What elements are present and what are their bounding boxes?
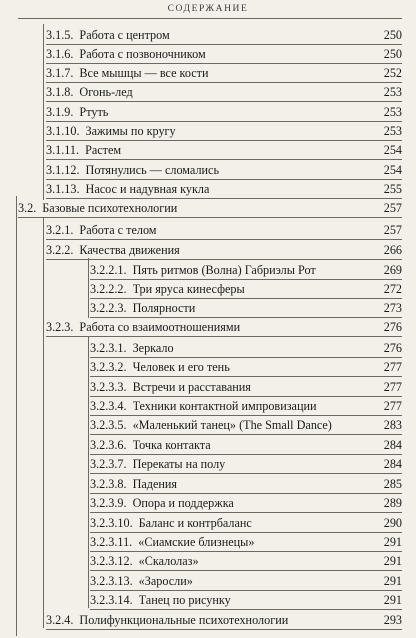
toc-entry-title: «Маленький танец» (The Small Dance) bbox=[132, 418, 332, 432]
entry-underline bbox=[46, 44, 402, 45]
toc-entry-title: Встречи и расставания bbox=[132, 380, 251, 394]
toc-entry[interactable] bbox=[46, 320, 402, 334]
toc-entry-title: Работа с позвоночником bbox=[79, 47, 206, 61]
toc-entry-page: 250 bbox=[383, 47, 402, 61]
entry-underline bbox=[90, 473, 402, 474]
toc-entry-page: 289 bbox=[383, 496, 402, 510]
toc-entry-number: 3.2.3.3. bbox=[90, 380, 127, 394]
toc-entry-title: Три яруса кинесферы bbox=[132, 282, 245, 296]
toc-entry-title: Работа с телом bbox=[79, 223, 157, 237]
toc-entry-title: «Скалолаз» bbox=[138, 554, 199, 568]
toc-entry-number: 3.1.9. bbox=[46, 105, 74, 119]
toc-entry-number: 3.2.3.8. bbox=[90, 477, 127, 491]
toc-entry-title: Человек и его тень bbox=[132, 360, 230, 374]
toc-entry-number: 3.1.12. bbox=[46, 163, 80, 177]
toc-entry-page: 254 bbox=[383, 163, 402, 177]
toc-entry[interactable] bbox=[90, 380, 402, 394]
toc-entry[interactable] bbox=[90, 399, 402, 413]
running-header: СОДЕРЖАНИЕ bbox=[167, 4, 249, 14]
toc-entry-page: 253 bbox=[383, 124, 402, 138]
toc-entry-page: 291 bbox=[383, 574, 402, 588]
toc-entry-number: 3.2.3.14. bbox=[90, 593, 133, 607]
toc-entry-title: Все мышцы — все кости bbox=[79, 66, 209, 80]
toc-entry-number: 3.2.3.2. bbox=[90, 360, 127, 374]
entry-underline bbox=[46, 336, 402, 337]
entry-underline bbox=[46, 179, 402, 180]
toc-entry-page: 291 bbox=[383, 535, 402, 549]
toc-entry-number: 3.2.1. bbox=[46, 223, 74, 237]
toc-entry-page: 284 bbox=[383, 438, 402, 452]
toc-entry[interactable] bbox=[46, 163, 402, 177]
toc-entry[interactable] bbox=[90, 418, 402, 432]
toc-entry-page: 291 bbox=[383, 593, 402, 607]
toc-entry-title: Танец по рисунку bbox=[138, 593, 231, 607]
toc-entry-title: Пять ритмов (Волна) Габриэлы Рот bbox=[132, 263, 316, 277]
toc-entry-page: 291 bbox=[383, 554, 402, 568]
toc-entry-number: 3.1.8. bbox=[46, 85, 74, 99]
toc-entry-title: Полярности bbox=[132, 301, 196, 315]
toc-entry-title: «Сиамские близнецы» bbox=[138, 535, 255, 549]
entry-underline bbox=[90, 298, 402, 299]
toc-entry-title: Потянулись — сломались bbox=[85, 163, 220, 177]
entry-underline bbox=[90, 376, 402, 377]
entry-underline bbox=[90, 590, 402, 591]
toc-entry-number: 3.2.3.5. bbox=[90, 418, 127, 432]
toc-entry[interactable] bbox=[90, 282, 402, 296]
toc-entry-title: Растем bbox=[85, 143, 122, 157]
toc-entry-number: 3.1.10. bbox=[46, 124, 80, 138]
toc-entry-page: 272 bbox=[383, 282, 402, 296]
entry-underline bbox=[46, 140, 402, 141]
entry-underline bbox=[46, 198, 402, 199]
entry-underline bbox=[90, 493, 402, 494]
toc-entry-number: 3.2.3.7. bbox=[90, 457, 127, 471]
indent-rule bbox=[43, 24, 44, 200]
toc-entry[interactable] bbox=[46, 105, 402, 119]
entry-underline bbox=[90, 454, 402, 455]
entry-underline bbox=[90, 434, 402, 435]
toc-entry-page: 293 bbox=[383, 613, 402, 627]
toc-entry-number: 3.2.3. bbox=[46, 320, 74, 334]
toc-entry-title: Насос и надувная кукла bbox=[85, 182, 210, 196]
toc-entry-number: 3.2.3.13. bbox=[90, 574, 133, 588]
entry-underline bbox=[46, 259, 402, 260]
entry-underline bbox=[90, 415, 402, 416]
toc-entry-page: 250 bbox=[383, 28, 402, 42]
toc-entry-number: 3.1.6. bbox=[46, 47, 74, 61]
toc-entry-number: 3.2.3.4. bbox=[90, 399, 127, 413]
toc-entry[interactable] bbox=[46, 124, 402, 138]
entry-underline bbox=[90, 532, 402, 533]
toc-entry[interactable] bbox=[90, 301, 402, 315]
toc-entry-page: 253 bbox=[383, 105, 402, 119]
entry-underline bbox=[90, 570, 402, 571]
toc-entry-title: Техники контактной импровизации bbox=[132, 399, 317, 413]
toc-entry[interactable] bbox=[46, 143, 402, 157]
toc-entry-number: 3.2.3.6. bbox=[90, 438, 127, 452]
entry-underline bbox=[18, 217, 402, 218]
toc-entry-page: 290 bbox=[383, 516, 402, 530]
toc-entry[interactable] bbox=[90, 535, 402, 549]
toc-entry-title: Опора и поддержка bbox=[132, 496, 234, 510]
toc-entry-number: 3.2.2. bbox=[46, 243, 74, 257]
toc-entry-page: 277 bbox=[383, 380, 402, 394]
toc-entry-page: 253 bbox=[383, 85, 402, 99]
entry-underline bbox=[46, 63, 402, 64]
entry-underline bbox=[90, 512, 402, 513]
toc-entry-page: 284 bbox=[383, 457, 402, 471]
toc-entry-page: 276 bbox=[383, 341, 402, 355]
toc-entry[interactable] bbox=[90, 457, 402, 471]
toc-entry-number: 3.2.2.3. bbox=[90, 301, 127, 315]
toc-entry-page: 276 bbox=[383, 320, 402, 334]
toc-entry[interactable] bbox=[90, 574, 402, 588]
toc-entry[interactable] bbox=[46, 85, 402, 99]
toc-entry-page: 257 bbox=[383, 201, 402, 215]
toc-entry-page: 269 bbox=[383, 263, 402, 277]
toc-entry[interactable] bbox=[46, 223, 402, 237]
toc-entry-title: Перекаты на полу bbox=[132, 457, 226, 471]
toc-entry-page: 283 bbox=[383, 418, 402, 432]
toc-entry-number: 3.1.13. bbox=[46, 182, 80, 196]
toc-entry-title: Баланс и контрбаланс bbox=[138, 516, 252, 530]
toc-entry-title: Падения bbox=[132, 477, 178, 491]
entry-underline bbox=[90, 396, 402, 397]
indent-rule bbox=[88, 258, 89, 318]
entry-underline bbox=[46, 159, 402, 160]
toc-entry-number: 3.1.7. bbox=[46, 66, 74, 80]
toc-entry-page: 252 bbox=[383, 66, 402, 80]
toc-entry[interactable] bbox=[46, 28, 402, 42]
toc-entry[interactable] bbox=[46, 613, 402, 627]
toc-entry-number: 3.1.11. bbox=[46, 143, 80, 157]
toc-entry-number: 3.2. bbox=[18, 201, 37, 215]
toc-entry-page: 266 bbox=[383, 243, 402, 257]
indent-rule bbox=[88, 336, 89, 608]
toc-entry-number: 3.1.5. bbox=[46, 28, 74, 42]
entry-underline bbox=[46, 121, 402, 122]
toc-entry-page: 273 bbox=[383, 301, 402, 315]
toc-entry[interactable] bbox=[18, 201, 402, 215]
toc-entry[interactable] bbox=[90, 438, 402, 452]
toc-entry-page: 257 bbox=[383, 223, 402, 237]
toc-entry-number: 3.2.3.9. bbox=[90, 496, 127, 510]
toc-entry-title: Ртуть bbox=[79, 105, 109, 119]
toc-entry-title: Качества движения bbox=[79, 243, 180, 257]
toc-entry-title: Полифункциональные психотехнологии bbox=[79, 613, 289, 627]
indent-rule bbox=[43, 218, 44, 628]
toc-entry[interactable] bbox=[90, 593, 402, 607]
toc-entry-page: 285 bbox=[383, 477, 402, 491]
entry-underline bbox=[90, 279, 402, 280]
toc-entry[interactable] bbox=[90, 554, 402, 568]
toc-entry-title: Работа со взаимоотношениями bbox=[79, 320, 241, 334]
toc-entry-title: Зеркало bbox=[132, 341, 174, 355]
toc-entry-number: 3.2.3.1. bbox=[90, 341, 127, 355]
toc-entry[interactable] bbox=[46, 47, 402, 61]
toc-entry-title: Огонь-лед bbox=[79, 85, 133, 99]
toc-entry-number: 3.2.3.11. bbox=[90, 535, 133, 549]
toc-entry[interactable] bbox=[90, 496, 402, 510]
toc-entry[interactable] bbox=[90, 360, 402, 374]
entry-underline bbox=[46, 82, 402, 83]
toc-entry-number: 3.2.3.10. bbox=[90, 516, 133, 530]
toc-entry-page: 254 bbox=[383, 143, 402, 157]
toc-entry-number: 3.2.3.12. bbox=[90, 554, 133, 568]
entry-underline bbox=[90, 317, 402, 318]
toc-entry-number: 3.2.2.2. bbox=[90, 282, 127, 296]
entry-underline bbox=[46, 629, 402, 630]
toc-entry[interactable] bbox=[46, 182, 402, 196]
entry-underline bbox=[46, 101, 402, 102]
indent-rule bbox=[16, 196, 17, 636]
entry-underline bbox=[90, 609, 402, 610]
toc-entry[interactable] bbox=[46, 66, 402, 80]
toc-entry-number: 3.2.4. bbox=[46, 613, 74, 627]
toc-entry-title: Работа с центром bbox=[79, 28, 170, 42]
toc-entry-title: Зажимы по кругу bbox=[85, 124, 176, 138]
entry-underline bbox=[90, 357, 402, 358]
toc-entry-title: «Заросли» bbox=[138, 574, 193, 588]
toc-entry[interactable] bbox=[90, 477, 402, 491]
toc-entry[interactable] bbox=[46, 243, 402, 257]
toc-entry[interactable] bbox=[90, 516, 402, 530]
toc-entry-title: Точка контакта bbox=[132, 438, 211, 452]
toc-entry-number: 3.2.2.1. bbox=[90, 263, 127, 277]
toc-entry[interactable] bbox=[90, 263, 402, 277]
toc-entry-page: 277 bbox=[383, 399, 402, 413]
toc-entry[interactable] bbox=[90, 341, 402, 355]
toc-entry-page: 255 bbox=[383, 182, 402, 196]
entry-underline bbox=[90, 551, 402, 552]
toc-entry-page: 277 bbox=[383, 360, 402, 374]
entry-underline bbox=[46, 239, 402, 240]
toc-entry-title: Базовые психотехнологии bbox=[42, 201, 178, 215]
